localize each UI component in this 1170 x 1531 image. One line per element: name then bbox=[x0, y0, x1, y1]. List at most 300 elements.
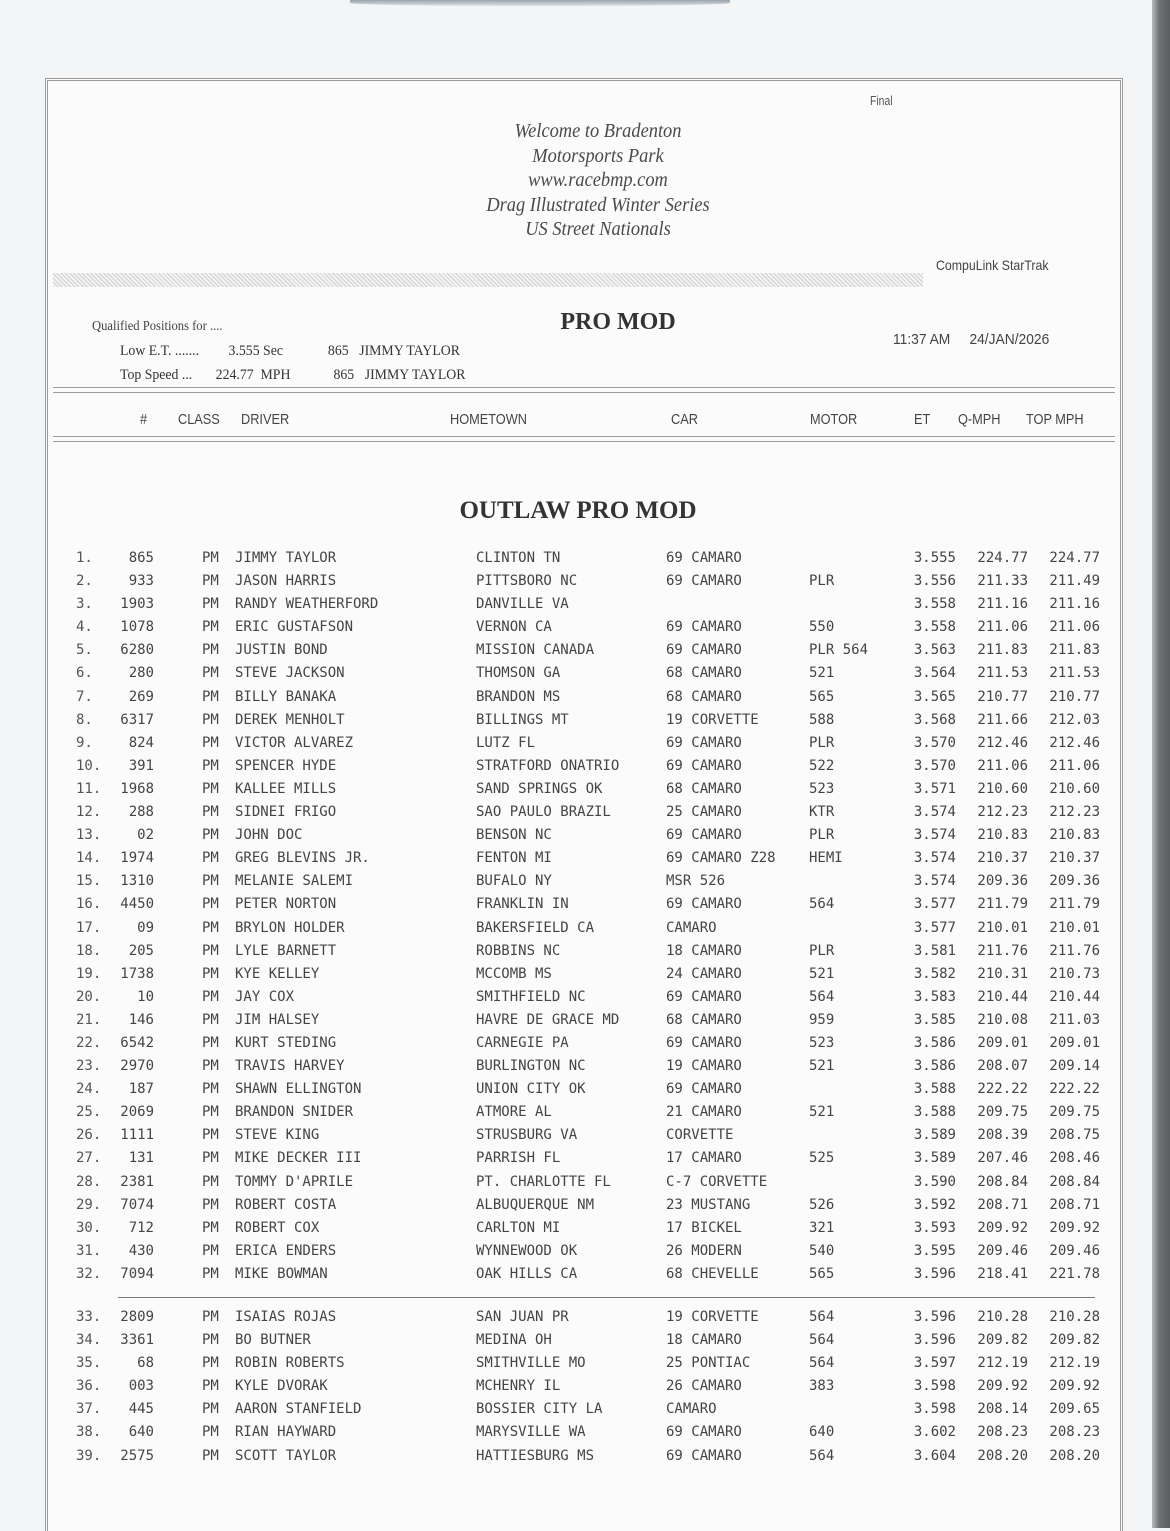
table-row bbox=[48, 1374, 1120, 1397]
cell-driver: VICTOR ALVAREZ bbox=[235, 734, 354, 751]
table-row bbox=[48, 661, 1120, 684]
cell-q-mph: 208.23 bbox=[977, 1424, 1028, 1441]
cell-hometown: BILLINGS MT bbox=[476, 711, 569, 728]
results-table bbox=[48, 546, 1120, 1467]
cell-car-number: 933 bbox=[128, 573, 154, 590]
cell-position: 15. bbox=[76, 873, 102, 890]
cell-driver: ROBERT COSTA bbox=[235, 1196, 337, 1213]
cell-position: 1. bbox=[76, 550, 93, 566]
cell-top-mph: 210.28 bbox=[1049, 1309, 1100, 1325]
cell-car: 69 CAMARO bbox=[666, 988, 742, 1005]
cell-car: CAMARO bbox=[666, 1401, 717, 1418]
cell-class: PM bbox=[202, 896, 219, 913]
cell-motor: 959 bbox=[809, 1011, 835, 1028]
cell-hometown: CARLTON MI bbox=[476, 1219, 561, 1236]
cell-driver: JUSTIN BOND bbox=[235, 642, 328, 659]
table-row bbox=[48, 1351, 1120, 1374]
cell-hometown: ALBUQUERQUE NM bbox=[476, 1196, 595, 1213]
cell-q-mph: 208.71 bbox=[977, 1196, 1028, 1213]
table-row bbox=[48, 1100, 1120, 1123]
cell-class: PM bbox=[202, 1104, 219, 1121]
welcome-line: Motorsports Park bbox=[532, 144, 664, 167]
cell-driver: ROBERT COX bbox=[235, 1219, 320, 1236]
cell-driver: JIMMY TAYLOR bbox=[235, 550, 337, 566]
cell-position: 24. bbox=[76, 1081, 102, 1098]
cell-q-mph: 207.46 bbox=[977, 1150, 1028, 1167]
cell-q-mph: 211.83 bbox=[977, 642, 1028, 659]
cell-hometown: SMITHFIELD NC bbox=[476, 988, 586, 1005]
low-et-label: Low E.T. ....... bbox=[120, 343, 200, 359]
cell-motor: PLR bbox=[809, 573, 835, 590]
date: 24/JAN/2026 bbox=[969, 331, 1050, 348]
cell-position: 30. bbox=[76, 1219, 102, 1236]
cell-car-number: 6317 bbox=[120, 711, 154, 728]
col-header-topmph: TOP MPH bbox=[1026, 411, 1084, 428]
cell-class: PM bbox=[202, 711, 219, 728]
table-row bbox=[48, 615, 1120, 638]
cell-motor: 564 bbox=[809, 1309, 835, 1325]
cell-car-number: 1903 bbox=[120, 596, 154, 613]
cell-q-mph: 209.92 bbox=[977, 1378, 1028, 1395]
cell-motor: PLR bbox=[809, 942, 835, 959]
cell-position: 29. bbox=[76, 1196, 102, 1213]
col-header-et: ET bbox=[914, 411, 931, 428]
cell-et: 3.598 bbox=[913, 1401, 956, 1418]
status-label: Final bbox=[870, 93, 893, 108]
cell-car-number: 1974 bbox=[120, 850, 154, 867]
table-row bbox=[48, 638, 1120, 661]
cell-top-mph: 210.60 bbox=[1049, 780, 1100, 797]
cell-car: 25 CAMARO bbox=[666, 804, 742, 821]
cell-et: 3.565 bbox=[913, 688, 956, 705]
cell-car: 68 CAMARO bbox=[666, 688, 742, 705]
top-speed-driver: JIMMY TAYLOR bbox=[364, 367, 466, 383]
cell-q-mph: 210.37 bbox=[977, 850, 1028, 867]
cell-car-number: 02 bbox=[137, 827, 154, 844]
cell-car: 18 CAMARO bbox=[666, 1332, 742, 1349]
cell-q-mph: 211.79 bbox=[977, 896, 1028, 913]
cell-car: 69 CAMARO bbox=[666, 550, 742, 566]
cell-hometown: SMITHVILLE MO bbox=[476, 1355, 586, 1372]
cell-driver: BILLY BANAKA bbox=[235, 688, 337, 705]
cell-et: 3.556 bbox=[913, 573, 956, 590]
cell-car: 69 CAMARO Z28 bbox=[666, 850, 776, 867]
cell-et: 3.604 bbox=[913, 1447, 956, 1464]
header-rule-top bbox=[53, 387, 1115, 393]
cell-class: PM bbox=[202, 1011, 219, 1028]
cell-top-mph: 224.77 bbox=[1049, 550, 1100, 566]
table-row bbox=[48, 592, 1120, 615]
cell-et: 3.581 bbox=[913, 942, 956, 959]
cell-position: 2. bbox=[76, 573, 93, 590]
cell-top-mph: 208.75 bbox=[1049, 1127, 1100, 1144]
section-title: OUTLAW PRO MOD bbox=[459, 497, 697, 524]
page-edge bbox=[1152, 0, 1170, 1528]
cell-car-number: 205 bbox=[128, 942, 154, 959]
cell-class: PM bbox=[202, 550, 219, 566]
table-row bbox=[48, 1031, 1120, 1054]
cell-car-number: 131 bbox=[128, 1150, 154, 1167]
table-row bbox=[48, 985, 1120, 1008]
cell-q-mph: 210.44 bbox=[977, 988, 1028, 1005]
cell-hometown: MEDINA OH bbox=[476, 1332, 552, 1349]
cell-driver: RIAN HAYWARD bbox=[235, 1424, 337, 1441]
cell-position: 3. bbox=[76, 596, 93, 613]
cell-driver: JIM HALSEY bbox=[235, 1011, 320, 1028]
cell-top-mph: 211.49 bbox=[1049, 573, 1100, 590]
cell-hometown: CARNEGIE PA bbox=[476, 1034, 569, 1051]
cell-position: 4. bbox=[76, 619, 93, 636]
cell-motor: 321 bbox=[809, 1219, 835, 1236]
cell-car-number: 430 bbox=[128, 1242, 154, 1259]
cell-motor: 521 bbox=[809, 665, 835, 682]
cell-hometown: PITTSBORO NC bbox=[476, 573, 578, 590]
cell-top-mph: 211.53 bbox=[1049, 665, 1100, 682]
cell-driver: AARON STANFIELD bbox=[235, 1401, 362, 1418]
cell-class: PM bbox=[202, 1355, 219, 1372]
cell-position: 19. bbox=[76, 965, 102, 982]
cell-motor: 550 bbox=[809, 619, 835, 636]
cell-hometown: PARRISH FL bbox=[476, 1150, 561, 1167]
cell-class: PM bbox=[202, 619, 219, 636]
results-sheet bbox=[45, 78, 1123, 1531]
cell-et: 3.585 bbox=[913, 1011, 956, 1028]
table-row bbox=[48, 731, 1120, 754]
cell-position: 8. bbox=[76, 711, 93, 728]
cell-top-mph: 209.82 bbox=[1049, 1332, 1100, 1349]
cell-motor: 521 bbox=[809, 1058, 835, 1075]
timestamp bbox=[893, 331, 1049, 348]
cell-car: 68 CAMARO bbox=[666, 780, 742, 797]
cell-et: 3.574 bbox=[913, 804, 956, 821]
cell-class: PM bbox=[202, 827, 219, 844]
cell-car-number: 445 bbox=[128, 1401, 154, 1418]
cell-car-number: 6280 bbox=[120, 642, 154, 659]
qualifying-cutoff-rule bbox=[48, 1285, 1120, 1305]
cell-position: 28. bbox=[76, 1173, 102, 1190]
cell-class: PM bbox=[202, 919, 219, 936]
cell-car-number: 68 bbox=[137, 1355, 154, 1372]
cell-q-mph: 209.92 bbox=[977, 1219, 1028, 1236]
cell-q-mph: 210.28 bbox=[977, 1309, 1028, 1325]
cell-car: CORVETTE bbox=[666, 1127, 734, 1144]
cell-position: 31. bbox=[76, 1242, 102, 1259]
cell-driver: LYLE BARNETT bbox=[235, 942, 337, 959]
cell-car-number: 391 bbox=[128, 757, 154, 774]
cell-top-mph: 210.37 bbox=[1049, 850, 1100, 867]
cell-driver: ISAIAS ROJAS bbox=[235, 1309, 337, 1325]
cell-et: 3.577 bbox=[913, 896, 956, 913]
cell-class: PM bbox=[202, 780, 219, 797]
cell-q-mph: 210.83 bbox=[977, 827, 1028, 844]
cell-car-number: 3361 bbox=[120, 1332, 154, 1349]
cell-et: 3.563 bbox=[913, 642, 956, 659]
cell-car: 69 CAMARO bbox=[666, 757, 742, 774]
cell-motor: 564 bbox=[809, 988, 835, 1005]
cell-class: PM bbox=[202, 850, 219, 867]
table-row bbox=[48, 1305, 1120, 1328]
cell-hometown: BUFALO NY bbox=[476, 873, 552, 890]
cell-hometown: VERNON CA bbox=[476, 619, 552, 636]
cell-et: 3.592 bbox=[913, 1196, 956, 1213]
cell-class: PM bbox=[202, 1150, 219, 1167]
cell-et: 3.595 bbox=[913, 1242, 956, 1259]
cell-car: 21 CAMARO bbox=[666, 1104, 742, 1121]
cell-hometown: BAKERSFIELD CA bbox=[476, 919, 595, 936]
cell-top-mph: 211.06 bbox=[1049, 757, 1100, 774]
cell-position: 6. bbox=[76, 665, 93, 682]
cell-class: PM bbox=[202, 804, 219, 821]
cell-motor: 565 bbox=[809, 688, 835, 705]
cell-driver: SIDNEI FRIGO bbox=[235, 804, 337, 821]
table-row bbox=[48, 916, 1120, 939]
cell-hometown: ATMORE AL bbox=[476, 1104, 552, 1121]
cell-car-number: 6542 bbox=[120, 1034, 154, 1051]
cell-top-mph: 211.83 bbox=[1049, 642, 1100, 659]
cell-driver: ERIC GUSTAFSON bbox=[235, 619, 354, 636]
cell-car-number: 1078 bbox=[120, 619, 154, 636]
cell-position: 37. bbox=[76, 1401, 102, 1418]
cell-class: PM bbox=[202, 1401, 219, 1418]
cell-q-mph: 208.14 bbox=[977, 1401, 1028, 1418]
cell-top-mph: 211.79 bbox=[1049, 896, 1100, 913]
system-brand: CompuLink StarTrak bbox=[936, 257, 1049, 273]
cell-top-mph: 210.01 bbox=[1049, 919, 1100, 936]
cell-top-mph: 209.46 bbox=[1049, 1242, 1100, 1259]
cell-car: 68 CAMARO bbox=[666, 1011, 742, 1028]
class-title: PRO MOD bbox=[560, 309, 676, 335]
table-row bbox=[48, 1262, 1120, 1285]
col-header-driver: DRIVER bbox=[241, 411, 290, 428]
cell-top-mph: 210.83 bbox=[1049, 827, 1100, 844]
low-et-driver: JIMMY TAYLOR bbox=[359, 343, 460, 359]
cell-car: 69 CAMARO bbox=[666, 619, 742, 636]
cell-et: 3.564 bbox=[913, 665, 956, 682]
cell-et: 3.570 bbox=[913, 757, 956, 774]
cell-top-mph: 209.92 bbox=[1049, 1219, 1100, 1236]
cell-car-number: 4450 bbox=[120, 896, 154, 913]
cell-hometown: HATTIESBURG MS bbox=[476, 1447, 595, 1464]
cell-top-mph: 208.84 bbox=[1049, 1173, 1100, 1190]
cell-hometown: SAN JUAN PR bbox=[476, 1309, 569, 1325]
col-header-class: CLASS bbox=[178, 411, 220, 428]
cell-position: 34. bbox=[76, 1332, 102, 1349]
table-row bbox=[48, 1077, 1120, 1100]
cell-motor: 565 bbox=[809, 1265, 835, 1282]
cell-position: 35. bbox=[76, 1355, 102, 1372]
cell-q-mph: 209.01 bbox=[977, 1034, 1028, 1051]
cell-hometown: MISSION CANADA bbox=[476, 642, 595, 659]
cell-et: 3.570 bbox=[913, 734, 956, 751]
time: 11:37 AM bbox=[893, 331, 951, 348]
cell-driver: RANDY WEATHERFORD bbox=[235, 596, 379, 613]
cell-car: 19 CORVETTE bbox=[666, 711, 759, 728]
cell-driver: MIKE BOWMAN bbox=[235, 1265, 328, 1282]
cell-top-mph: 210.77 bbox=[1049, 688, 1100, 705]
cell-driver: BRYLON HOLDER bbox=[235, 919, 345, 936]
cell-hometown: MCHENRY IL bbox=[476, 1378, 561, 1395]
cell-hometown: MARYSVILLE WA bbox=[476, 1424, 586, 1441]
cell-car: 19 CORVETTE bbox=[666, 1309, 759, 1325]
table-row bbox=[48, 777, 1120, 800]
cell-hometown: STRATFORD ONATRIO bbox=[476, 757, 620, 774]
cell-top-mph: 209.75 bbox=[1049, 1104, 1100, 1121]
cell-et: 3.583 bbox=[913, 988, 956, 1005]
cell-position: 21. bbox=[76, 1011, 102, 1028]
cell-q-mph: 222.22 bbox=[977, 1081, 1028, 1098]
cell-driver: ROBIN ROBERTS bbox=[235, 1355, 345, 1372]
cell-top-mph: 208.20 bbox=[1049, 1447, 1100, 1464]
cell-class: PM bbox=[202, 873, 219, 890]
cell-car-number: 280 bbox=[128, 665, 154, 682]
cell-motor: 564 bbox=[809, 1332, 835, 1349]
welcome-line: www.racebmp.com bbox=[528, 169, 668, 191]
cell-q-mph: 212.19 bbox=[977, 1355, 1028, 1372]
cell-car-number: 1111 bbox=[120, 1127, 154, 1144]
table-row bbox=[48, 1444, 1120, 1467]
cell-driver: SPENCER HYDE bbox=[235, 757, 337, 774]
cell-top-mph: 208.71 bbox=[1049, 1196, 1100, 1213]
cell-class: PM bbox=[202, 596, 219, 613]
cell-position: 22. bbox=[76, 1034, 102, 1051]
col-header-car: CAR bbox=[671, 411, 698, 428]
table-row bbox=[48, 1193, 1120, 1216]
cell-driver: MIKE DECKER III bbox=[235, 1150, 362, 1167]
cell-car: C-7 CORVETTE bbox=[666, 1173, 768, 1190]
cell-et: 3.596 bbox=[913, 1309, 956, 1325]
cell-class: PM bbox=[202, 1058, 219, 1075]
cell-motor: 564 bbox=[809, 1447, 835, 1464]
cell-q-mph: 211.06 bbox=[977, 619, 1028, 636]
cell-driver: DEREK MENHOLT bbox=[235, 711, 345, 728]
cell-et: 3.574 bbox=[913, 850, 956, 867]
cell-class: PM bbox=[202, 734, 219, 751]
cell-hometown: UNION CITY OK bbox=[476, 1081, 586, 1098]
cell-car-number: 712 bbox=[128, 1219, 154, 1236]
cell-motor: 522 bbox=[809, 757, 835, 774]
table-row bbox=[48, 869, 1120, 892]
cell-top-mph: 209.36 bbox=[1049, 873, 1100, 890]
cell-car: 17 CAMARO bbox=[666, 1150, 742, 1167]
cell-q-mph: 224.77 bbox=[977, 550, 1028, 566]
table-row bbox=[48, 1146, 1120, 1169]
cell-hometown: CLINTON TN bbox=[476, 550, 561, 566]
cell-car-number: 1738 bbox=[120, 965, 154, 982]
table-row bbox=[48, 800, 1120, 823]
cell-car: MSR 526 bbox=[666, 873, 726, 890]
cell-q-mph: 209.75 bbox=[977, 1104, 1028, 1121]
cell-top-mph: 212.03 bbox=[1049, 711, 1100, 728]
cell-motor: 526 bbox=[809, 1196, 835, 1213]
cell-q-mph: 211.16 bbox=[977, 596, 1028, 613]
table-row bbox=[48, 1008, 1120, 1031]
cell-q-mph: 210.01 bbox=[977, 919, 1028, 936]
cell-motor: 640 bbox=[809, 1424, 835, 1441]
table-row bbox=[48, 754, 1120, 777]
cell-driver: SHAWN ELLINGTON bbox=[235, 1081, 362, 1098]
cell-motor: 523 bbox=[809, 1034, 835, 1051]
cell-class: PM bbox=[202, 1127, 219, 1144]
cell-driver: KYE KELLEY bbox=[235, 965, 320, 982]
cell-et: 3.598 bbox=[913, 1378, 956, 1395]
cell-top-mph: 209.01 bbox=[1049, 1034, 1100, 1051]
cell-et: 3.590 bbox=[913, 1173, 956, 1190]
cell-top-mph: 211.03 bbox=[1049, 1011, 1100, 1028]
cell-car: CAMARO bbox=[666, 919, 717, 936]
cell-driver: GREG BLEVINS JR. bbox=[235, 850, 370, 867]
cell-class: PM bbox=[202, 1447, 219, 1464]
cell-car: 26 MODERN bbox=[666, 1242, 742, 1259]
cell-et: 3.568 bbox=[913, 711, 956, 728]
cell-et: 3.571 bbox=[913, 780, 956, 797]
cell-driver: KURT STEDING bbox=[235, 1034, 337, 1051]
cell-class: PM bbox=[202, 1332, 219, 1349]
cell-q-mph: 212.23 bbox=[977, 804, 1028, 821]
cell-et: 3.577 bbox=[913, 919, 956, 936]
cell-motor: 564 bbox=[809, 896, 835, 913]
cell-car: 26 CAMARO bbox=[666, 1378, 742, 1395]
cell-driver: TOMMY D'APRILE bbox=[235, 1173, 354, 1190]
cell-et: 3.574 bbox=[913, 873, 956, 890]
cell-et: 3.555 bbox=[913, 550, 956, 566]
cell-car-number: 288 bbox=[128, 804, 154, 821]
cell-q-mph: 209.36 bbox=[977, 873, 1028, 890]
hatch-divider bbox=[53, 273, 923, 287]
cell-car-number: 824 bbox=[128, 734, 154, 751]
cell-top-mph: 212.23 bbox=[1049, 804, 1100, 821]
cell-top-mph: 210.44 bbox=[1049, 988, 1100, 1005]
table-row bbox=[48, 892, 1120, 915]
cell-et: 3.558 bbox=[913, 596, 956, 613]
cell-top-mph: 208.23 bbox=[1049, 1424, 1100, 1441]
cell-motor: 523 bbox=[809, 780, 835, 797]
cell-class: PM bbox=[202, 688, 219, 705]
cell-hometown: BRANDON MS bbox=[476, 688, 561, 705]
cell-car-number: 1310 bbox=[120, 873, 154, 890]
cell-q-mph: 210.77 bbox=[977, 688, 1028, 705]
cell-car: 18 CAMARO bbox=[666, 942, 742, 959]
cell-position: 25. bbox=[76, 1104, 102, 1121]
cell-et: 3.588 bbox=[913, 1081, 956, 1098]
cell-class: PM bbox=[202, 757, 219, 774]
cell-car-number: 640 bbox=[128, 1424, 154, 1441]
cell-top-mph: 222.22 bbox=[1049, 1081, 1100, 1098]
cell-position: 39. bbox=[76, 1447, 102, 1464]
cell-q-mph: 208.84 bbox=[977, 1173, 1028, 1190]
qualified-positions-label: Qualified Positions for .... bbox=[92, 319, 223, 334]
cell-car-number: 7094 bbox=[120, 1265, 154, 1282]
cell-position: 14. bbox=[76, 850, 102, 867]
cell-position: 33. bbox=[76, 1309, 102, 1325]
table-row bbox=[48, 1420, 1120, 1443]
cell-position: 26. bbox=[76, 1127, 102, 1144]
table-row bbox=[48, 939, 1120, 962]
cell-q-mph: 208.07 bbox=[977, 1058, 1028, 1075]
cell-driver: KYLE DVORAK bbox=[235, 1378, 328, 1395]
cell-q-mph: 211.76 bbox=[977, 942, 1028, 959]
cell-position: 18. bbox=[76, 942, 102, 959]
cell-et: 3.596 bbox=[913, 1332, 956, 1349]
low-et-car: 865 bbox=[327, 343, 349, 359]
cell-motor: 383 bbox=[809, 1378, 835, 1395]
cell-hometown: FRANKLIN IN bbox=[476, 896, 569, 913]
cell-car-number: 2381 bbox=[120, 1173, 154, 1190]
cell-q-mph: 211.53 bbox=[977, 665, 1028, 682]
cell-hometown: SAO PAULO BRAZIL bbox=[476, 804, 611, 821]
col-header-hometown: HOMETOWN bbox=[450, 411, 527, 428]
cell-car: 68 CHEVELLE bbox=[666, 1265, 759, 1282]
table-row bbox=[48, 846, 1120, 869]
